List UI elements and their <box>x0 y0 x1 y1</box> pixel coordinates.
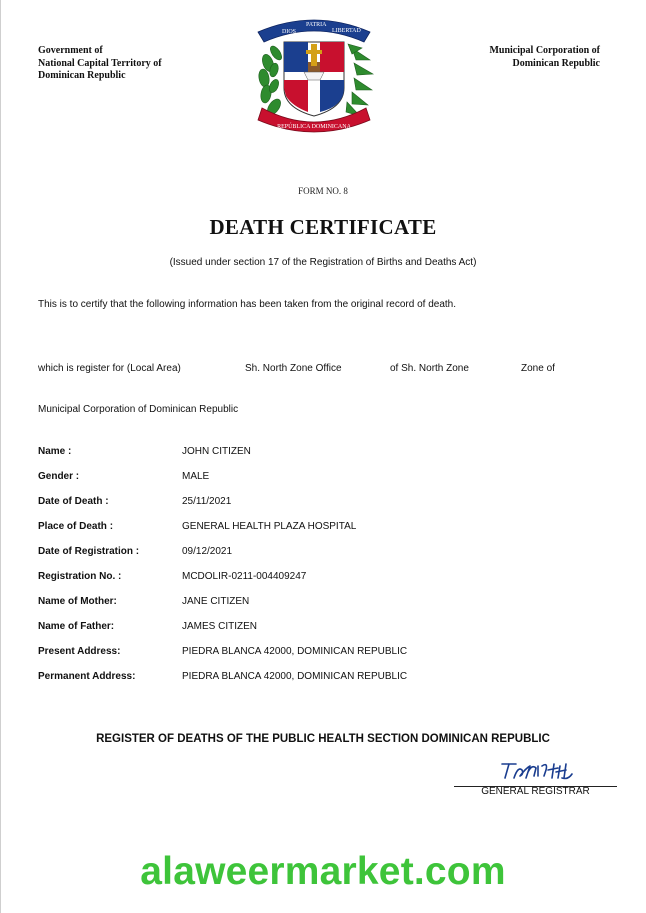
header-right <box>489 45 600 70</box>
ribbon-word: DIOS <box>282 29 297 35</box>
father-name-label: Name of Father: <box>38 621 115 632</box>
date-of-registration-value: 09/12/2021 <box>182 546 233 557</box>
header-left <box>38 45 162 83</box>
gender-value: MALE <box>182 471 210 482</box>
header-left-line: Government of <box>38 45 103 56</box>
header-right-line: Municipal Corporation of <box>489 45 600 56</box>
mother-name-label: Name of Mother: <box>38 596 117 607</box>
register-zone-of: Zone of <box>521 363 555 374</box>
header-right-line: Dominican Republic <box>512 57 600 69</box>
place-of-death-value: GENERAL HEALTH PLAZA HOSPITAL <box>182 521 357 532</box>
register-local-area: which is register for (Local Area) <box>38 363 181 374</box>
register-of-deaths-title: REGISTER OF DEATHS OF THE PUBLIC HEALTH SECTION DOMINICAN REPUBLIC <box>96 733 550 745</box>
page-title: DEATH CERTIFICATE <box>209 215 437 239</box>
registrar-title: GENERAL REGISTRAR <box>481 786 590 797</box>
mother-name-value: JANE CITIZEN <box>182 596 250 607</box>
ribbon-word: LIBERTAD <box>332 28 361 34</box>
father-name-value: JAMES CITIZEN <box>182 621 258 632</box>
date-of-death-label: Date of Death : <box>38 496 109 507</box>
name-label: Name : <box>38 446 72 457</box>
municipality-text: Municipal Corporation of Dominican Republic <box>38 404 239 415</box>
signature-icon <box>496 758 576 782</box>
date-of-registration-label: Date of Registration : <box>38 546 140 557</box>
present-address-label: Present Address: <box>38 646 121 657</box>
coat-of-arms-icon <box>252 8 376 136</box>
ribbon-word: PATRIA <box>306 22 327 28</box>
ribbon-text: REPÚBLICA DOMINICANA <box>277 124 351 130</box>
header-left-line: National Capital Territory of <box>38 57 162 69</box>
form-number: FORM NO. 8 <box>298 186 348 196</box>
register-zone: of Sh. North Zone <box>390 363 469 374</box>
page-edge <box>0 0 1 913</box>
permanent-address-value: PIEDRA BLANCA 42000, DOMINICAN REPUBLIC <box>182 671 408 682</box>
permanent-address-label: Permanent Address: <box>38 671 136 682</box>
watermark: alaweermarket.com <box>140 850 506 893</box>
name-value: JOHN CITIZEN <box>182 446 251 457</box>
intro-text: This is to certify that the following information has been taken from the original record of death. <box>38 299 456 310</box>
place-of-death-label: Place of Death : <box>38 521 114 532</box>
registration-no-value: MCDOLIR-0211-004409247 <box>182 571 307 582</box>
present-address-value: PIEDRA BLANCA 42000, DOMINICAN REPUBLIC <box>182 646 408 657</box>
register-office: Sh. North Zone Office <box>245 363 342 374</box>
subtitle: (Issued under section 17 of the Registration of Births and Deaths Act) <box>169 257 477 268</box>
header-left-line: Dominican Republic <box>38 70 126 81</box>
date-of-death-value: 25/11/2021 <box>182 496 232 507</box>
gender-label: Gender : <box>38 471 80 482</box>
registration-no-label: Registration No. : <box>38 571 122 582</box>
